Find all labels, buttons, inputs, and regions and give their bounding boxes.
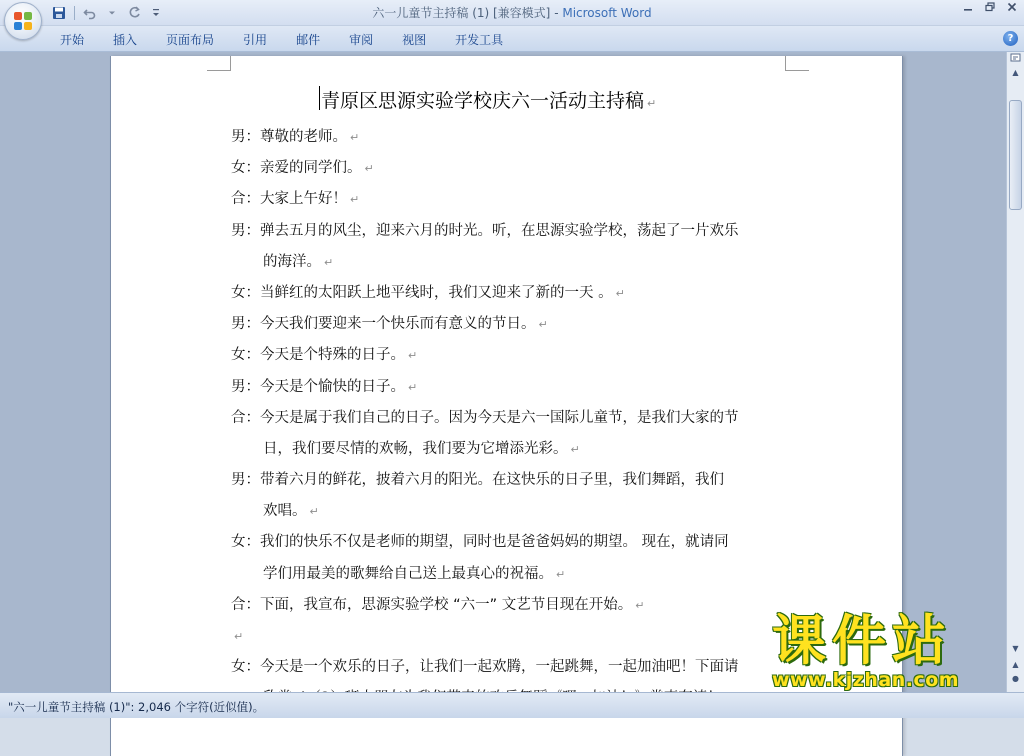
watermark-logo [772,609,1012,692]
paragraph-mark-icon: ↵ [570,442,580,456]
paragraph-line-text: 女：亲爱的同学们。 [231,160,362,177]
scroll-down-icon[interactable]: ▼ [1012,644,1019,653]
ruler-toggle-icon[interactable] [1007,52,1024,66]
close-icon[interactable] [1004,1,1020,17]
paragraph-line [231,372,791,403]
paragraph-line-text: 男：尊敬的老师。 [231,129,347,145]
paragraph-line [231,184,791,215]
paragraph-line [231,122,791,153]
tab-insert[interactable]: 插入 [113,33,138,47]
help-icon[interactable]: ? [1003,31,1018,46]
paragraph-mark-icon: ↵ [635,598,645,612]
paragraph-line [231,527,791,558]
watermark-chinese: 课件站 [772,609,952,672]
crop-mark-top-left [207,56,231,71]
tab-page-layout[interactable]: 页面布局 [166,33,215,47]
paragraph-line [231,559,791,590]
text-cursor [319,86,320,110]
paragraph-line-text: 合：今天是属于我们自己的日子。因为今天是六一国际儿童节，是我们大家的节 [231,409,739,426]
paragraph-mark-icon: ↵ [408,349,418,363]
paragraph-mark-icon: ↵ [647,97,657,110]
paragraph-line-text: 女：我们的快乐不仅是老师的期望，同时也是爸爸妈妈的期望。 现在，就请同 [231,534,729,551]
paragraph-mark-icon: ↵ [234,630,244,643]
window-controls [960,1,1020,17]
paragraph-line-text: 合：下面，我宣布，思源实验学校 “六一” 文艺节目现在开始。 [231,596,633,613]
status-bar [0,692,1024,718]
vertical-scrollbar[interactable] [1006,52,1024,692]
application-name: Microsoft Word [562,6,652,20]
paragraph-line [231,309,791,340]
paragraph-line-text: 日，我们要尽情的欢畅，我们要为它增添光彩。 [263,440,568,457]
paragraph-line-text: 男：弹去五月的风尘，迎来六月的时光。听，在思源实验学校，荡起了一片欢乐 [231,222,739,239]
word-count-status[interactable]: "六一儿童节主持稿 (1)": 2,046 个字符(近似值)。 [8,700,265,714]
paragraph-line-text: 女：当鲜红的太阳跃上地平线时，我们又迎来了新的一天 。 [231,284,613,301]
paragraph-line-text: 男：带着六月的鲜花，披着六月的阳光。在这快乐的日子里，我们舞蹈，我们 [231,472,724,489]
paragraph-line [231,403,791,434]
office-logo-icon [14,12,32,30]
paragraph-line-text: 的海洋。 [263,253,321,270]
scroll-thumb[interactable] [1009,100,1022,210]
paragraph-line [231,621,791,652]
paragraph-line-text: 男：今天是个愉快的日子。 [231,378,405,395]
crop-mark-top-right [785,56,809,71]
paragraph-mark-icon: ↵ [350,193,360,207]
document-name: 六一儿童节主持稿 (1) [兼容模式] [372,6,551,20]
tab-developer[interactable]: 开发工具 [455,33,504,47]
document-title-text: 青原区思源实验学校庆六一活动主持稿 [321,90,645,112]
paragraph-line [231,278,791,309]
window-title [0,4,1024,21]
tab-home[interactable]: 开始 [60,33,85,47]
tab-mailings[interactable]: 邮件 [296,33,321,47]
paragraph-line [231,216,791,247]
minimize-icon[interactable] [960,1,976,17]
watermark-url: www.kjzhan.com [772,669,960,691]
paragraph-mark-icon: ↵ [408,380,418,394]
document-title [321,86,656,113]
select-browse-object-icon[interactable]: ● [1012,674,1019,683]
paragraph-line-text: 欢唱。 [263,503,307,520]
title-separator: - [550,6,563,20]
ribbon-tabs [60,31,532,48]
paragraph-line-text: 合：大家上午好！ [231,191,347,208]
paragraph-line [231,153,791,184]
paragraph-line [231,590,791,621]
tab-view[interactable]: 视图 [402,33,427,47]
paragraph-mark-icon: ↵ [538,318,548,332]
paragraph-line [231,465,791,496]
paragraph-mark-icon: ↵ [324,255,334,269]
paragraph-line-text: 男：今天我们要迎来一个快乐而有意义的节日。 [231,316,536,333]
ribbon [0,26,1024,52]
previous-page-icon[interactable]: ▲ [1012,660,1019,669]
paragraph-line [231,340,791,371]
paragraph-line-text: 女：今天是一个欢乐的日子，让我们一起欢腾，一起跳舞，一起加油吧！下面请 [231,659,739,676]
paragraph-line [231,652,791,683]
paragraph-mark-icon: ↵ [556,567,566,581]
scroll-up-icon[interactable]: ▲ [1012,68,1019,77]
tab-references[interactable]: 引用 [243,33,268,47]
paragraph-mark-icon: ↵ [309,505,319,519]
document-workspace [0,52,1006,692]
document-body [231,122,791,715]
paragraph-line-text: 女：今天是个特殊的日子。 [231,347,405,364]
paragraph-line-text: 学们用最美的歌舞给自己送上最真心的祝福。 [263,565,553,582]
tab-review[interactable]: 审阅 [349,33,374,47]
title-bar [0,0,1024,26]
paragraph-line [231,247,791,278]
paragraph-mark-icon: ↵ [364,162,374,176]
paragraph-mark-icon: ↵ [615,286,625,300]
paragraph-line [231,434,791,465]
office-button[interactable] [4,2,42,40]
restore-icon[interactable] [982,1,998,17]
paragraph-line [231,496,791,527]
paragraph-mark-icon: ↵ [350,131,360,144]
